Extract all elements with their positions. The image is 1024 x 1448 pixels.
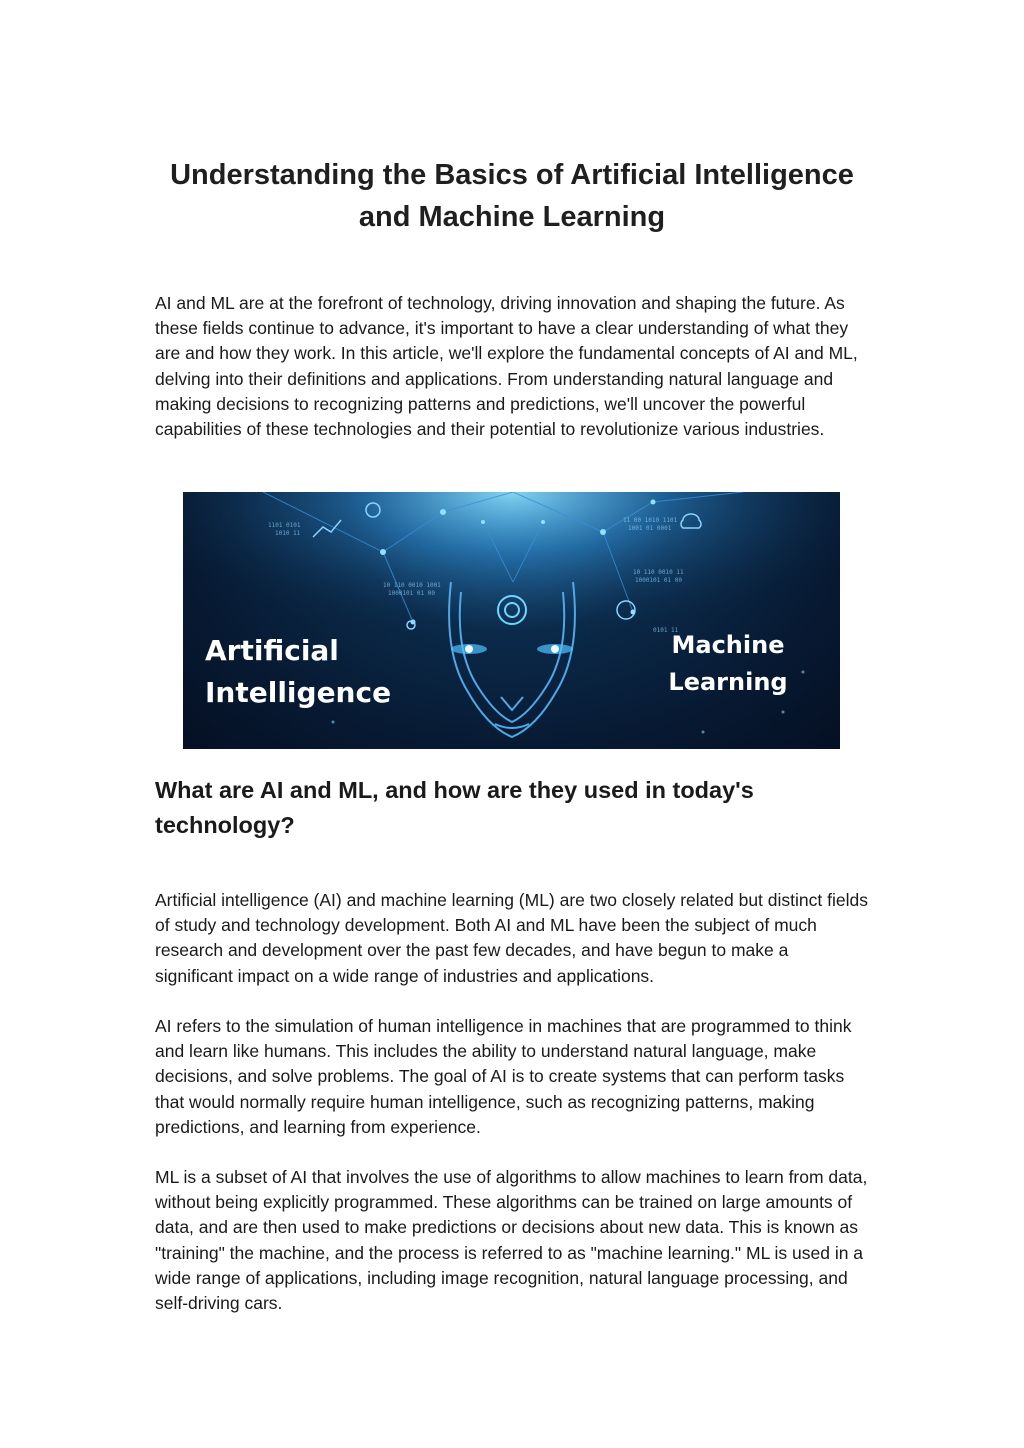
svg-text:1000101 01 00: 1000101 01 00 xyxy=(388,590,435,597)
image-label-ai-line-2: Intelligence xyxy=(205,676,392,709)
page-title xyxy=(150,154,874,238)
image-label-ai-line-1: Artificial xyxy=(205,634,339,667)
svg-text:1000101 01 00: 1000101 01 00 xyxy=(635,577,682,584)
body-paragraph-1: Artificial intelligence (AI) and machine learning (ML) are two closely related but distinct fields of study and technology development. Both AI and ML have been the subject of much research and development over the past few decades, and have begun to make a significant impact on a wide range of industries and applications. xyxy=(155,890,868,986)
body-paragraph-2: AI refers to the simulation of human intelligence in machines that are programmed to think and learn like humans. This includes the ability to understand natural language, make decisions, and solve problems. The goal of AI is to create systems that can perform tasks that would normally require human intelligence, such as recognizing patterns, making predictions, and learning from experience. xyxy=(155,1016,852,1137)
ai-ml-illustration xyxy=(183,492,840,749)
svg-text:0101 11: 0101 11 xyxy=(653,627,679,634)
section-heading: What are AI and ML, and how are they used in today's technology? xyxy=(155,777,754,838)
title-line-1: Understanding the Basics of Artificial Intelligence xyxy=(170,159,854,191)
intro-paragraph: AI and ML are at the forefront of technology, driving innovation and shaping the future. As these fields continue to advance, it's important to have a clear understanding of what they are and how they work. In this article, we'll explore the fundamental concepts of AI and ML, delving into their definitions and applications. From understanding natural language and making decisions to recognizing patterns and predictions, we'll uncover the powerful capabilities of these technologies and their potential to revolutionize various industries. xyxy=(155,293,858,440)
svg-text:11 00 1010 1101: 11 00 1010 1101 xyxy=(623,517,678,524)
svg-text:1101 0101: 1101 0101 xyxy=(268,522,301,529)
image-label-ml xyxy=(653,627,803,701)
svg-text:10 110 0010 11: 10 110 0010 11 xyxy=(633,569,684,576)
image-label-ml-line-2: Learning xyxy=(668,668,788,696)
svg-text:10 110 0010 1001: 10 110 0010 1001 xyxy=(383,582,441,589)
image-label-ml-line-1: Machine xyxy=(671,631,785,659)
svg-text:1001 01 0001: 1001 01 0001 xyxy=(628,525,672,532)
image-label-ai xyxy=(205,630,405,714)
svg-text:1010 11: 1010 11 xyxy=(275,530,301,537)
title-line-2: and Machine Learning xyxy=(358,201,666,233)
body-paragraph-3: ML is a subset of AI that involves the use of algorithms to allow machines to learn from data, without being explicitly programmed. These algorithms can be trained on large amounts of data, and are then used to make predictions or decisions about new data. This is known as "training" the machine, and the process is referred to as "machine learning." ML is used in a wide range of applications, including image recognition, natural language processing, and self-driving cars. xyxy=(155,1167,868,1314)
